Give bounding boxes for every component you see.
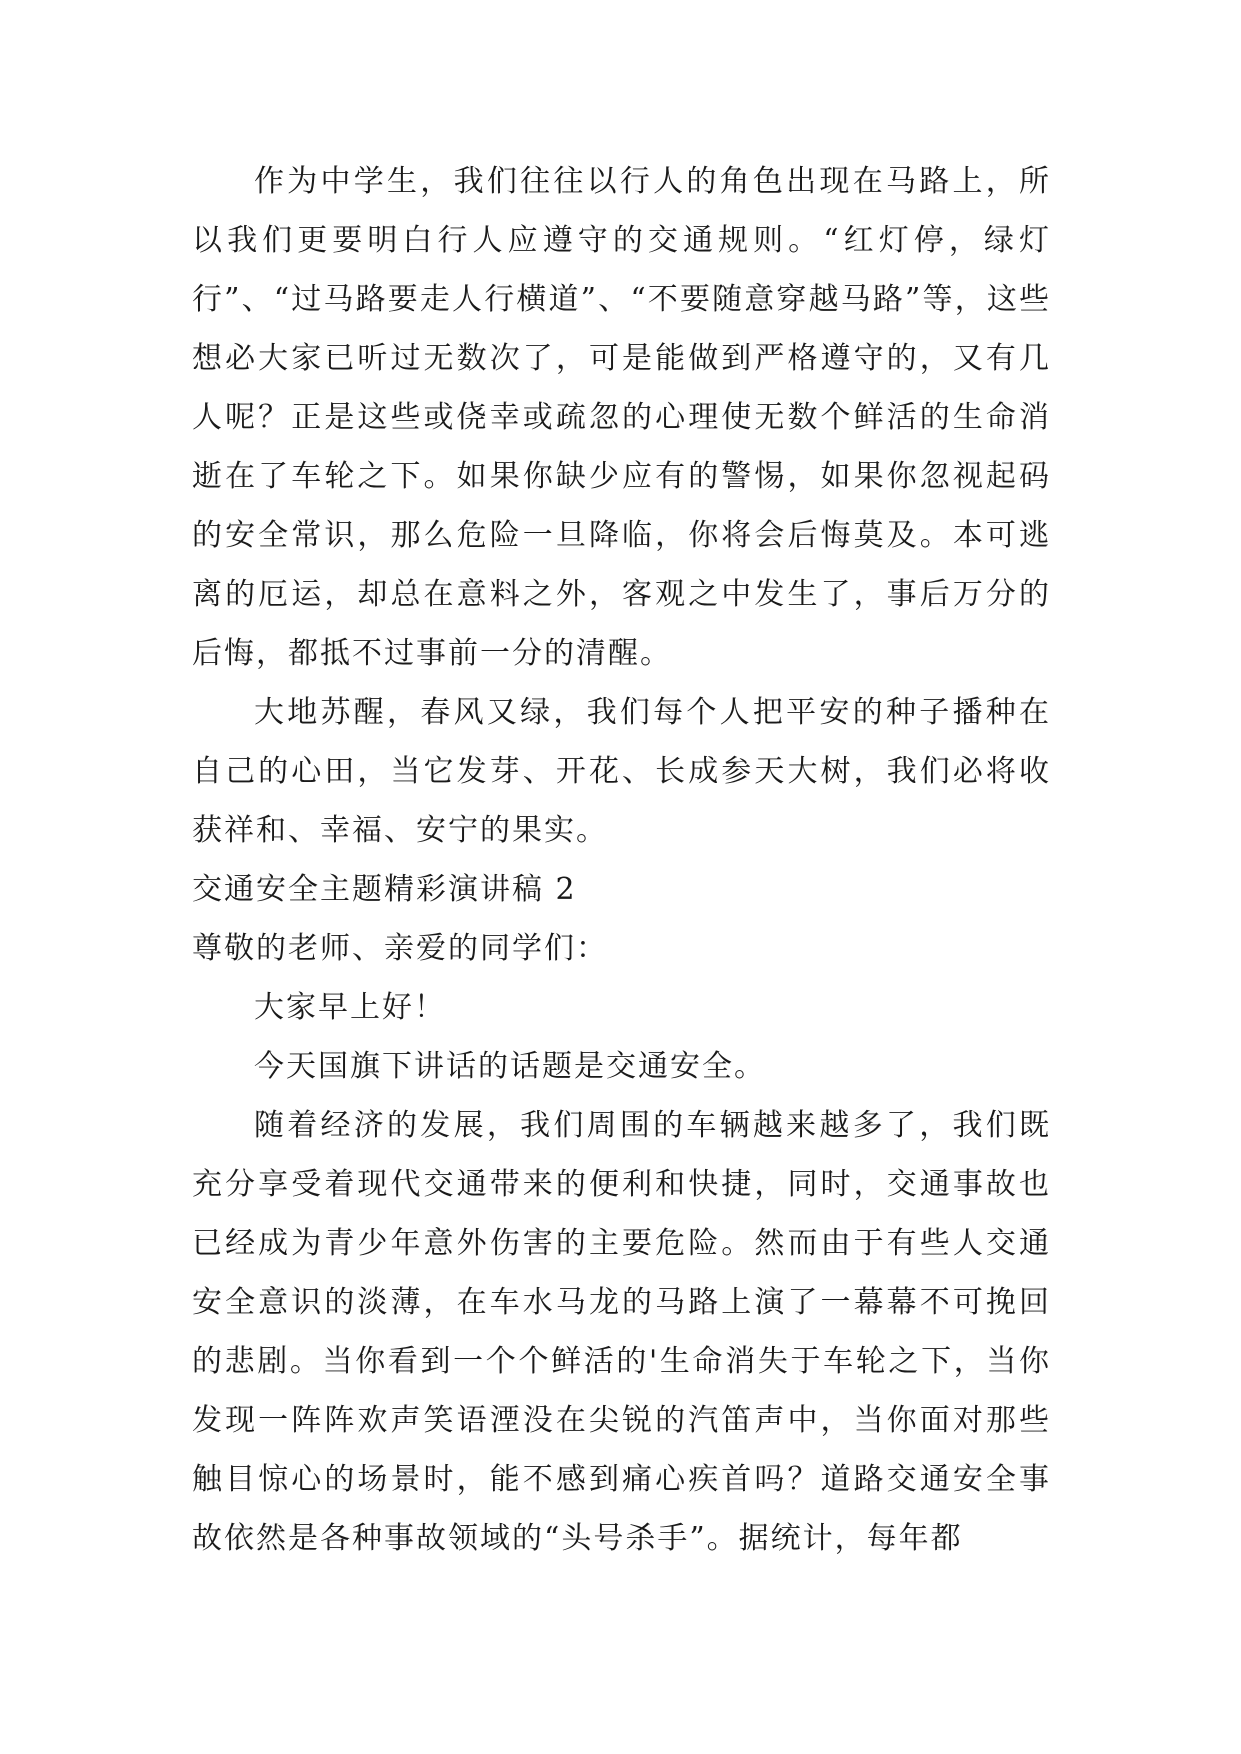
greeting: 大家早上好！ xyxy=(254,990,446,1025)
salutation: 尊敬的老师、亲爱的同学们： xyxy=(192,931,608,966)
paragraph-traffic-accidents: 随着经济的发展，我们周围的车辆越来越多了，我们既充分享受着现代交通带来的便利和快捷，同时，交通事故也已经成为青少年意外伤害的主要危险。然而由于有些人交通安全意识的淡薄，在车水马龙的马路上演了一幕幕不可挽回的悲剧。当你看到一个个鲜活的'生命消失于车轮之下，当你发现一阵阵欢声笑语湮没在尖锐的汽笛声中，当你面对那些触目惊心的场景时，能不感到痛心疾首吗？道路交通安全事故依然是各种事故领域的“头号杀手”。据统计，每年都 xyxy=(192,1108,1051,1556)
speech-title: 交通安全主题精彩演讲稿 2 xyxy=(192,872,577,907)
paragraph-pedestrian-rules: 作为中学生，我们往往以行人的角色出现在马路上，所以我们更要明白行人应遵守的交通规则。“红灯停，绿灯行”、“过马路要走人行横道”、“不要随意穿越马路”等，这些想必大家已听过无数次了，可是能做到严格遵守的，又有几人呢？正是这些或侥幸或疏忽的心理使无数个鲜活的生命消逝在了车轮之下。如果你缺少应有的警惕，如果你忽视起码的安全常识，那么危险一旦降临，你将会后悔莫及。本可逃离的厄运，却总在意料之外，客观之中发生了，事后万分的后悔，都抵不过事前一分的清醒。 xyxy=(192,164,1051,671)
topic-intro: 今天国旗下讲话的话题是交通安全。 xyxy=(254,1049,766,1084)
paragraph-spring-safety: 大地苏醒，春风又绿，我们每个人把平安的种子播种在自己的心田，当它发芽、开花、长成参天大树，我们必将收获祥和、幸福、安宁的果实。 xyxy=(192,695,1051,848)
